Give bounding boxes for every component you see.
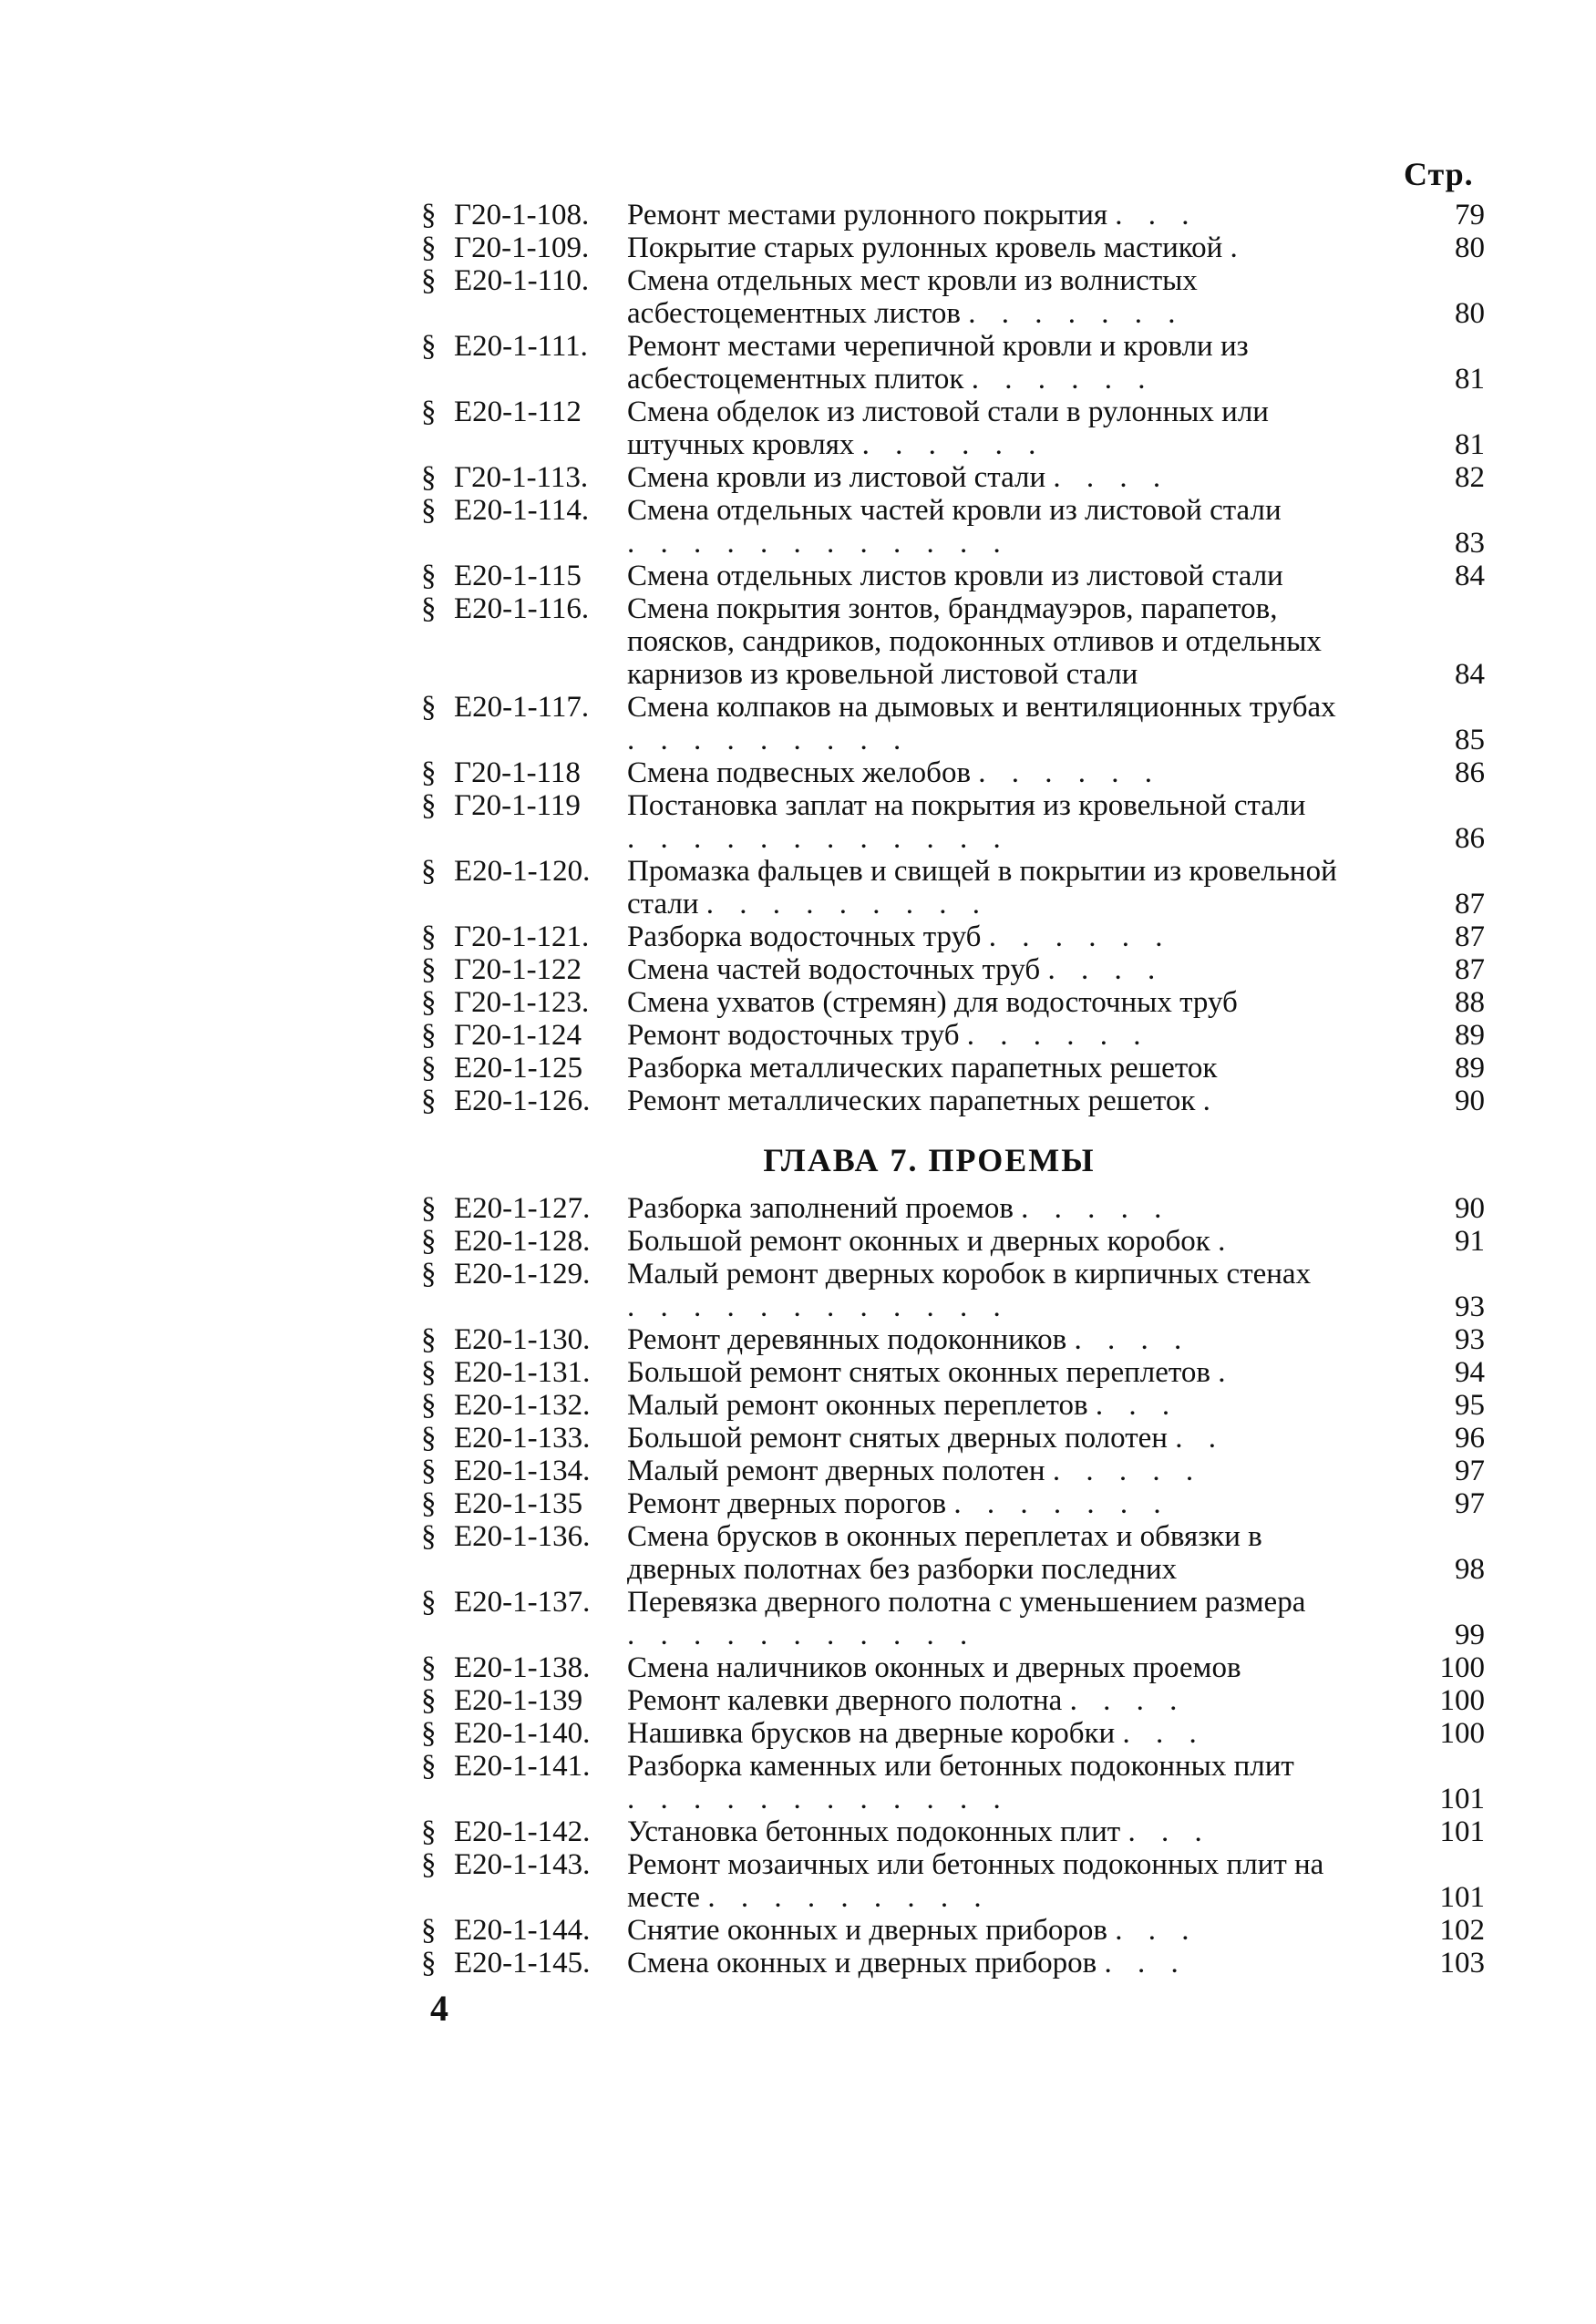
entry-page: 81: [1455, 428, 1485, 461]
entry-title-text: Перевязка дверного полотна с уменьшением размера: [627, 1586, 1306, 1619]
leader-dots: . . .: [1104, 1947, 1188, 1980]
entry-title-text: Смена отдельных листов кровли из листовой стали: [627, 560, 1283, 592]
entry-page: 87: [1455, 953, 1485, 986]
toc-entry: [421, 1815, 1510, 1848]
toc-entry: [421, 1717, 1510, 1750]
entry-title: [627, 461, 1384, 494]
section-sign: §: [421, 1717, 437, 1750]
toc-entry: [421, 1356, 1510, 1389]
leader-dots: . . . . . . . . . . .: [627, 1619, 977, 1651]
leader-dots: . . . .: [1069, 1684, 1187, 1717]
entry-title: [627, 1356, 1384, 1389]
section-sign: §: [421, 986, 437, 1019]
entry-code: Е20-1-115: [454, 560, 582, 592]
entry-title: [627, 1914, 1384, 1947]
entry-page: 93: [1455, 1291, 1485, 1323]
entry-title: [627, 1052, 1384, 1085]
entry-title: [627, 1019, 1384, 1052]
toc-entry: [421, 461, 1510, 494]
entry-title-text: Ремонт местами черепичной кровли и кровли из асбестоцементных плиток: [627, 330, 1249, 396]
entry-title-text: Промазка фальцев и свищей в покрытии из кровельной стали: [627, 855, 1337, 920]
entry-page: 79: [1455, 199, 1485, 231]
toc-entry: [421, 855, 1510, 920]
entry-page: 80: [1455, 231, 1485, 264]
section-sign: §: [421, 199, 437, 231]
entry-code: Г20-1-123.: [454, 986, 590, 1019]
toc-entry: [421, 756, 1510, 789]
entry-page: 100: [1439, 1717, 1485, 1750]
section-sign: §: [421, 231, 437, 264]
entry-title: [627, 1520, 1384, 1586]
entry-title: [627, 1487, 1384, 1520]
section-sign: §: [421, 1684, 437, 1717]
entry-code: Е20-1-125: [454, 1052, 583, 1085]
entry-title-text: Большой ремонт снятых оконных переплетов: [627, 1356, 1210, 1389]
entry-title-text: Смена наличников оконных и дверных проемов: [627, 1651, 1241, 1684]
toc-entry: [421, 1520, 1510, 1586]
leader-dots: . . . . . .: [861, 428, 1045, 461]
toc-entry: [421, 1947, 1510, 1980]
entry-title: [627, 986, 1384, 1019]
entry-title: [627, 1586, 1384, 1651]
section-sign: §: [421, 592, 437, 625]
entry-page: 96: [1455, 1422, 1485, 1455]
entry-code: Е20-1-127.: [454, 1192, 591, 1225]
leader-dots: . . . . . . . . .: [707, 1881, 991, 1914]
leader-dots: . . . .: [1047, 953, 1165, 986]
entry-title-text: Разборка каменных или бетонных подоконных плит: [627, 1750, 1294, 1783]
entry-page: 90: [1455, 1085, 1485, 1117]
entry-title-text: Смена подвесных желобов: [627, 756, 972, 789]
leader-dots: . . .: [1127, 1815, 1211, 1848]
section-sign: §: [421, 1225, 437, 1258]
toc-entry: [421, 1052, 1510, 1085]
entry-code: Е20-1-134.: [454, 1455, 591, 1487]
entry-title-text: Большой ремонт снятых дверных полотен: [627, 1422, 1168, 1455]
entry-title: [627, 1389, 1384, 1422]
toc-entry: [421, 1914, 1510, 1947]
entry-code: Е20-1-129.: [454, 1258, 591, 1291]
entry-title-text: Малый ремонт дверных полотен: [627, 1455, 1045, 1487]
entry-title-text: Малый ремонт оконных переплетов: [627, 1389, 1088, 1422]
section-sign: §: [421, 1422, 437, 1455]
toc-entry: [421, 1258, 1510, 1323]
toc-entry: [421, 1389, 1510, 1422]
entry-title-text: Разборка водосточных труб: [627, 920, 982, 953]
section-sign: §: [421, 920, 437, 953]
section-sign: §: [421, 264, 437, 297]
entry-title: [627, 1815, 1384, 1848]
entry-page: 101: [1439, 1783, 1485, 1815]
section-sign: §: [421, 1914, 437, 1947]
entry-title-text: Большой ремонт оконных и дверных коробок: [627, 1225, 1210, 1258]
leader-dots: . . . . . . . . . . . .: [627, 822, 1010, 855]
entry-title-text: Смена отдельных частей кровли из листовой стали: [627, 494, 1282, 527]
entry-page: 83: [1455, 527, 1485, 560]
entry-title: [627, 1225, 1384, 1258]
toc-entry: [421, 231, 1510, 264]
page-column-header: Стр.: [1404, 156, 1474, 192]
entry-code: Е20-1-126.: [454, 1085, 591, 1117]
toc-entry: [421, 920, 1510, 953]
section-sign: §: [421, 1052, 437, 1085]
entry-title-text: Смена оконных и дверных приборов: [627, 1947, 1097, 1980]
entry-title-text: Установка бетонных подоконных плит: [627, 1815, 1121, 1848]
entry-title: [627, 953, 1384, 986]
entry-page: 86: [1455, 756, 1485, 789]
entry-code: Е20-1-112: [454, 396, 582, 428]
entry-title-text: Ремонт дверных порогов: [627, 1487, 947, 1520]
entry-page: 89: [1455, 1019, 1485, 1052]
section-sign: §: [421, 1323, 437, 1356]
entry-page: 99: [1455, 1619, 1485, 1651]
entry-page: 85: [1455, 724, 1485, 756]
entry-code: Е20-1-135: [454, 1487, 583, 1520]
entry-code: Е20-1-139: [454, 1684, 583, 1717]
leader-dots: . . . . .: [1052, 1455, 1203, 1487]
entry-page: 98: [1455, 1553, 1485, 1586]
leader-dots: . . . . . .: [971, 363, 1155, 396]
entry-title-text: Разборка металлических парапетных решеток: [627, 1052, 1218, 1085]
section-sign: §: [421, 1487, 437, 1520]
entry-code: Г20-1-109.: [454, 231, 590, 264]
leader-dots: . . . . . .: [978, 756, 1162, 789]
leader-dots: . . . . . .: [966, 1019, 1150, 1052]
section-sign: §: [421, 1750, 437, 1783]
section-sign: §: [421, 1947, 437, 1980]
entry-code: Е20-1-133.: [454, 1422, 591, 1455]
entry-code: Г20-1-119: [454, 789, 581, 822]
toc-entry: [421, 560, 1510, 592]
section-sign: §: [421, 396, 437, 428]
entry-title-text: Ремонт металлических парапетных решеток: [627, 1085, 1196, 1117]
leader-dots: . . . . . . . . . . . .: [627, 1291, 1010, 1323]
entry-title-text: Малый ремонт дверных коробок в кирпичных стенах: [627, 1258, 1312, 1291]
toc-entry: [421, 1225, 1510, 1258]
section-sign: §: [421, 494, 437, 527]
section-sign: §: [421, 789, 437, 822]
entry-code: Г20-1-122: [454, 953, 582, 986]
entry-title-text: Смена кровли из листовой стали: [627, 461, 1046, 494]
toc-entry: [421, 1323, 1510, 1356]
section-sign: §: [421, 560, 437, 592]
entry-title: [627, 560, 1384, 592]
toc-part-1: [421, 199, 1510, 1117]
leader-dots: . . . . . . . . . . . .: [627, 527, 1010, 560]
leader-dots: .: [1218, 1356, 1235, 1389]
entry-page: 94: [1455, 1356, 1485, 1389]
section-sign: §: [421, 953, 437, 986]
toc-entry: [421, 1487, 1510, 1520]
entry-title-text: Смена отдельных мест кровли из волнистых асбестоцементных листов: [627, 264, 1198, 330]
section-sign: §: [421, 1258, 437, 1291]
leader-dots: . . . . . . . . .: [627, 724, 911, 756]
leader-dots: . . .: [1122, 1717, 1206, 1750]
toc-entry: [421, 199, 1510, 231]
entry-title: [627, 1192, 1384, 1225]
toc-entry: [421, 691, 1510, 756]
toc-entry: [421, 1651, 1510, 1684]
entry-code: Е20-1-143.: [454, 1848, 591, 1881]
entry-page: 84: [1455, 560, 1485, 592]
section-sign: §: [421, 1586, 437, 1619]
entry-code: Е20-1-142.: [454, 1815, 591, 1848]
entry-title: [627, 1684, 1384, 1717]
toc-part-2: [421, 1192, 1510, 1980]
section-sign: §: [421, 756, 437, 789]
section-sign: §: [421, 1389, 437, 1422]
toc-entry: [421, 1455, 1510, 1487]
entry-code: Е20-1-137.: [454, 1586, 591, 1619]
entry-page: 101: [1439, 1881, 1485, 1914]
leader-dots: . . . . . . .: [968, 297, 1185, 330]
toc-entry: [421, 986, 1510, 1019]
entry-title: [627, 1717, 1384, 1750]
entry-code: Е20-1-131.: [454, 1356, 591, 1389]
entry-code: Е20-1-144.: [454, 1914, 591, 1947]
entry-title-text: Ремонт местами рулонного покрытия: [627, 199, 1108, 231]
entry-code: Е20-1-128.: [454, 1225, 591, 1258]
entry-page: 93: [1455, 1323, 1485, 1356]
toc-entry: [421, 953, 1510, 986]
chapter-heading: ГЛАВА 7. ПРОЕМЫ: [763, 1142, 1096, 1178]
entry-code: Е20-1-117.: [454, 691, 590, 724]
section-sign: §: [421, 1815, 437, 1848]
entry-page: 89: [1455, 1052, 1485, 1085]
toc-entry: [421, 1085, 1510, 1117]
leader-dots: . . .: [1115, 199, 1199, 231]
entry-page: 102: [1439, 1914, 1485, 1947]
entry-title: [627, 756, 1384, 789]
toc-entry: [421, 789, 1510, 855]
table-of-contents: [421, 199, 1510, 1980]
toc-entry: [421, 494, 1510, 560]
entry-page: 100: [1439, 1684, 1485, 1717]
leader-dots: . . .: [1115, 1914, 1199, 1947]
entry-title: [627, 1323, 1384, 1356]
entry-title-text: Смена колпаков на дымовых и вентиляционных трубах: [627, 691, 1336, 724]
entry-page: 91: [1455, 1225, 1485, 1258]
leader-dots: . . . .: [1074, 1323, 1191, 1356]
entry-page: 86: [1455, 822, 1485, 855]
section-sign: §: [421, 461, 437, 494]
entry-title: [627, 199, 1384, 231]
entry-title: [627, 592, 1384, 691]
entry-page: 90: [1455, 1192, 1485, 1225]
section-sign: §: [421, 1848, 437, 1881]
entry-title-text: Ремонт водосточных труб: [627, 1019, 960, 1052]
entry-title-text: Покрытие старых рулонных кровель мастикой: [627, 231, 1223, 264]
entry-code: Г20-1-108.: [454, 199, 590, 231]
entry-code: Е20-1-110.: [454, 264, 590, 297]
section-sign: §: [421, 1455, 437, 1487]
section-sign: §: [421, 1085, 437, 1117]
entry-title: [627, 1750, 1384, 1815]
section-sign: §: [421, 330, 437, 363]
entry-title-text: Нашивка брусков на дверные коробки: [627, 1717, 1116, 1750]
entry-title: [627, 396, 1384, 461]
leader-dots: . . . . .: [1021, 1192, 1171, 1225]
entry-code: Е20-1-141.: [454, 1750, 591, 1783]
entry-code: Е20-1-111.: [454, 330, 588, 363]
toc-entry: [421, 1019, 1510, 1052]
entry-title-text: Ремонт мозаичных или бетонных подоконных плит на месте: [627, 1848, 1324, 1914]
entry-code: Г20-1-118: [454, 756, 581, 789]
leader-dots: .: [1230, 231, 1247, 264]
section-sign: §: [421, 1192, 437, 1225]
toc-entry: [421, 1422, 1510, 1455]
entry-page: 81: [1455, 363, 1485, 396]
entry-code: Г20-1-113.: [454, 461, 589, 494]
entry-title: [627, 920, 1384, 953]
section-sign: §: [421, 691, 437, 724]
toc-entry: [421, 1750, 1510, 1815]
entry-page: 95: [1455, 1389, 1485, 1422]
leader-dots: . . . . . . .: [953, 1487, 1170, 1520]
section-sign: §: [421, 1019, 437, 1052]
toc-entry: [421, 264, 1510, 330]
leader-dots: . . . . . . . . . . . .: [627, 1783, 1010, 1815]
entry-code: Е20-1-120.: [454, 855, 591, 888]
section-sign: §: [421, 855, 437, 888]
entry-title: [627, 789, 1384, 855]
section-sign: §: [421, 1520, 437, 1553]
page-number: 4: [430, 1988, 448, 2029]
entry-title: [627, 330, 1384, 396]
toc-entry: [421, 396, 1510, 461]
entry-title-text: Смена частей водосточных труб: [627, 953, 1041, 986]
entry-page: 101: [1439, 1815, 1485, 1848]
entry-code: Е20-1-145.: [454, 1947, 591, 1980]
entry-title-text: Смена брусков в оконных переплетах и обвязки в дверных полотнах без разборки последних: [627, 1520, 1262, 1586]
entry-code: Е20-1-136.: [454, 1520, 591, 1553]
toc-entry: [421, 1848, 1510, 1914]
leader-dots: . . . .: [1053, 461, 1170, 494]
section-sign: §: [421, 1356, 437, 1389]
toc-entry: [421, 1586, 1510, 1651]
entry-code: Г20-1-124: [454, 1019, 582, 1052]
toc-entry: [421, 1684, 1510, 1717]
entry-page: 87: [1455, 888, 1485, 920]
entry-title: [627, 1085, 1384, 1117]
leader-dots: . .: [1175, 1422, 1225, 1455]
entry-page: 82: [1455, 461, 1485, 494]
entry-title-text: Смена ухватов (стремян) для водосточных труб: [627, 986, 1238, 1019]
entry-title-text: Ремонт калевки дверного полотна: [627, 1684, 1063, 1717]
toc-entry: [421, 592, 1510, 691]
section-sign: §: [421, 1651, 437, 1684]
entry-code: Е20-1-138.: [454, 1651, 591, 1684]
entry-title: [627, 1651, 1384, 1684]
entry-title: [627, 1947, 1384, 1980]
leader-dots: .: [1202, 1085, 1220, 1117]
entry-page: 88: [1455, 986, 1485, 1019]
entry-page: 97: [1455, 1455, 1485, 1487]
entry-code: Е20-1-132.: [454, 1389, 591, 1422]
entry-title-text: Смена покрытия зонтов, брандмауэров, парапетов, поясков, сандриков, подоконных отливов и отдельных карнизов из кровельной листовой стали: [627, 592, 1322, 691]
entry-title-text: Ремонт деревянных подоконников: [627, 1323, 1067, 1356]
entry-page: 87: [1455, 920, 1485, 953]
leader-dots: . . . . . . . . .: [705, 888, 990, 920]
leader-dots: .: [1218, 1225, 1235, 1258]
entry-title: [627, 231, 1384, 264]
entry-code: Е20-1-114.: [454, 494, 590, 527]
entry-title-text: Снятие оконных и дверных приборов: [627, 1914, 1107, 1947]
entry-page: 80: [1455, 297, 1485, 330]
entry-title: [627, 1848, 1384, 1914]
leader-dots: . . .: [1095, 1389, 1179, 1422]
entry-code: Е20-1-140.: [454, 1717, 591, 1750]
entry-code: Е20-1-130.: [454, 1323, 591, 1356]
entry-page: 84: [1455, 658, 1485, 691]
entry-page: 103: [1439, 1947, 1485, 1980]
entry-title-text: Смена обделок из листовой стали в рулонных или штучных кровлях: [627, 396, 1269, 461]
leader-dots: . . . . . .: [988, 920, 1172, 953]
entry-title: [627, 1422, 1384, 1455]
entry-code: Е20-1-116.: [454, 592, 590, 625]
toc-entry: [421, 330, 1510, 396]
entry-title: [627, 264, 1384, 330]
entry-page: 97: [1455, 1487, 1485, 1520]
entry-title: [627, 494, 1384, 560]
entry-title: [627, 1258, 1384, 1323]
entry-title: [627, 855, 1384, 920]
toc-entry: [421, 1192, 1510, 1225]
entry-title-text: Постановка заплат на покрытия из кровельной стали: [627, 789, 1306, 822]
entry-title: [627, 1455, 1384, 1487]
entry-code: Г20-1-121.: [454, 920, 590, 953]
entry-title: [627, 691, 1384, 756]
entry-title-text: Разборка заполнений проемов: [627, 1192, 1014, 1225]
entry-page: 100: [1439, 1651, 1485, 1684]
